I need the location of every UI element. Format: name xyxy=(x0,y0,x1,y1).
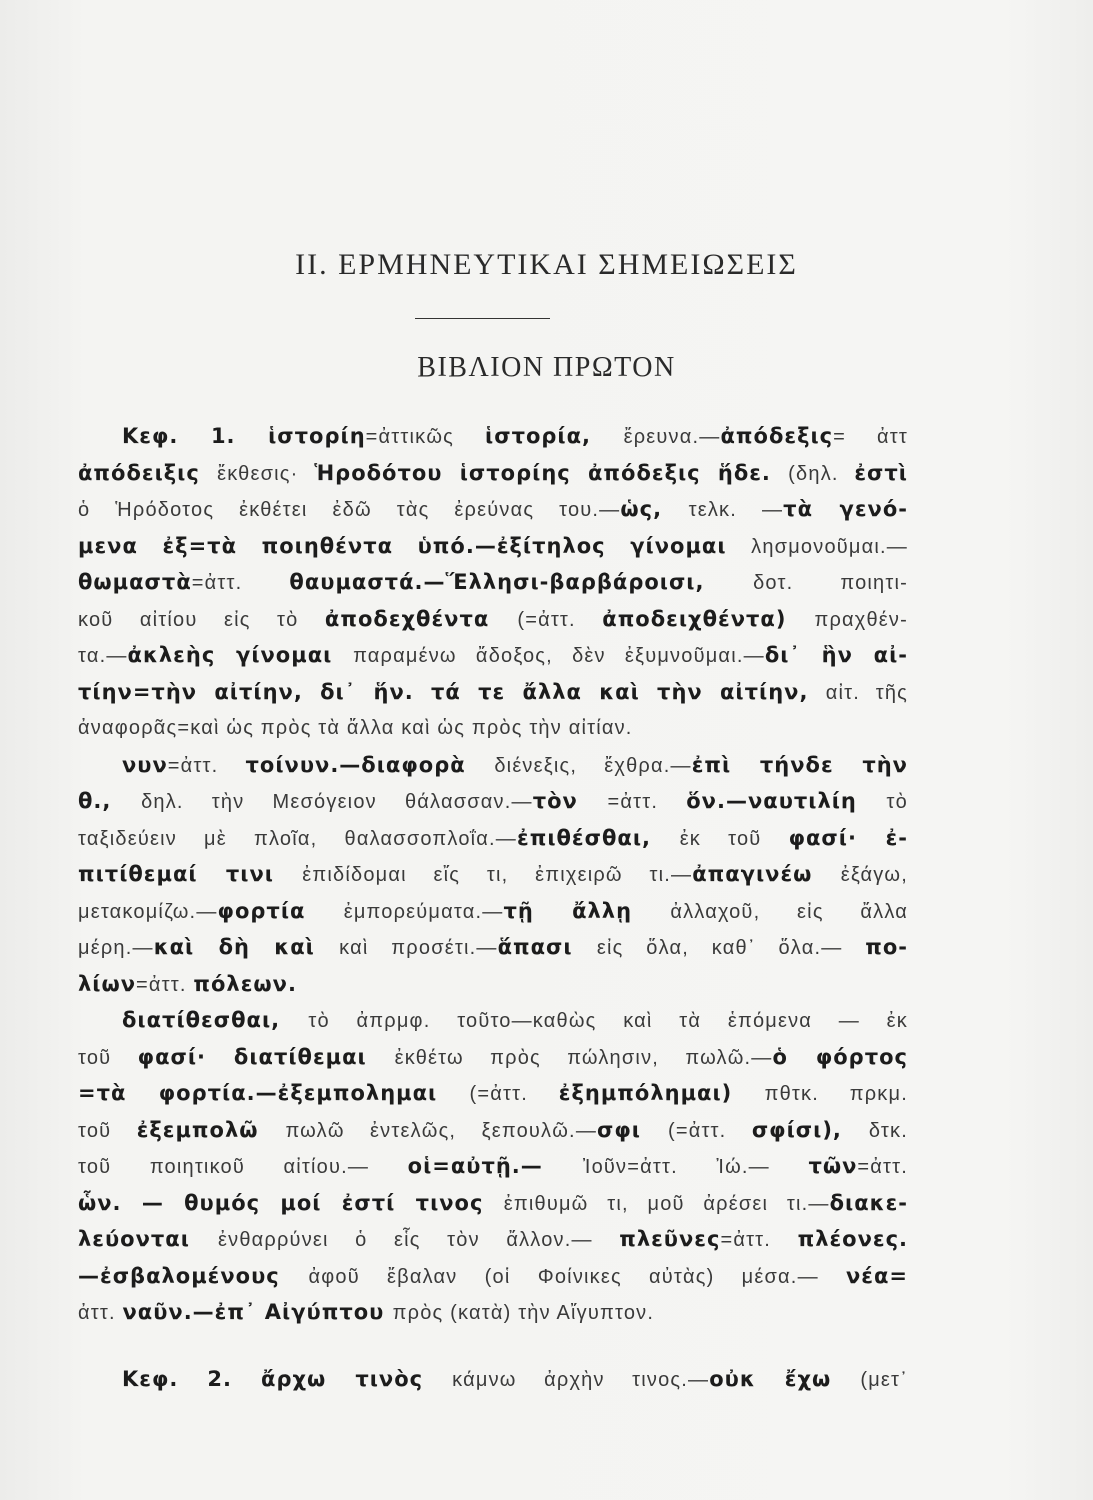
gloss-text: =ἀττικῶς xyxy=(365,426,486,448)
lemma-term: λεύονται xyxy=(78,1227,218,1251)
gloss-text: διένεξις, ἔχθρα.— xyxy=(494,754,692,777)
gloss-text: =ἀττ. xyxy=(136,973,194,996)
section-title: II. ΕΡΜΗΝΕΥΤΙΚΑΙ ΣΗΜΕΙΩΣΕΙΣ xyxy=(295,248,798,281)
lemma-term: ἀπαγινέω xyxy=(692,862,841,886)
gloss-text: ὁ Ἡρόδοτος ἐκθέτει ἐδῶ τὰς ἐρεύνας του.— xyxy=(78,499,621,521)
gloss-text: ἐνθαρρύνει ὁ εἷς τὸν ἄλλον.— xyxy=(218,1229,620,1251)
gloss-text: τὸ xyxy=(886,791,908,813)
lemma-term: λίων xyxy=(78,971,137,996)
gloss-text: δτκ. xyxy=(868,1119,908,1142)
gloss-text: δηλ. τὴν Μεσόγειον θάλασσαν.— xyxy=(141,791,533,813)
lemma-term: ὡς, xyxy=(620,497,689,521)
lemma-term: ὧν. — θυμός μοί ἐστί τινος xyxy=(78,1190,504,1215)
lemma-term: ἀκλεὴς γίνομαι xyxy=(127,643,354,667)
gloss-text: (=ἀττ. xyxy=(517,608,603,631)
text-line xyxy=(78,1075,908,1112)
gloss-text: =ἀττ. xyxy=(607,791,687,813)
gloss-text: καὶ προσέτι.— xyxy=(339,937,498,959)
text-line xyxy=(78,1221,908,1258)
text-line xyxy=(78,1185,908,1222)
lemma-term: οὐκ ἔχω xyxy=(709,1366,861,1391)
gloss-text: πρὸς (κατὰ) τὴν Αἴγυπτον. xyxy=(392,1302,655,1324)
lemma-term: ἅπασι xyxy=(497,935,597,959)
gloss-text: =ἀττ. xyxy=(857,1156,909,1178)
gloss-text: (=ἀττ. xyxy=(667,1119,752,1142)
lemma-term: τὰ γενό- xyxy=(783,497,908,521)
text-line xyxy=(78,966,908,1003)
lemma-term: πόλεων. xyxy=(193,971,297,996)
lemma-term: ἐξεμπολῶ xyxy=(136,1117,286,1142)
lemma-term: φασί· διατίθεμαι xyxy=(137,1044,395,1069)
lemma-term: διακε- xyxy=(829,1190,908,1215)
text-line xyxy=(78,491,908,528)
gloss-text: τοῦ ποιητικοῦ αἰτίου.— xyxy=(78,1156,408,1178)
lemma-term: τὸν xyxy=(532,789,608,813)
lemma-term: ναῦν.—ἐπ᾽ Αἰγύπτου xyxy=(122,1300,393,1324)
gloss-text: τοῦ xyxy=(78,1046,138,1069)
text-line xyxy=(78,601,908,638)
lemma-term: Κεφ. 2. ἄρχω τινὸς xyxy=(122,1366,453,1391)
lemma-term: πο- xyxy=(865,935,908,959)
gloss-text: ἐπιθυμῶ τι, μοῦ ἀρέσει τι.— xyxy=(503,1192,830,1215)
lemma-term: θωμαστὰ xyxy=(78,570,192,594)
title-divider xyxy=(415,318,550,319)
gloss-text: ἔκθεσις· xyxy=(217,462,315,485)
lemma-term: ἐπιθέσθαι, xyxy=(517,825,680,850)
text-line xyxy=(78,1002,908,1039)
text-line xyxy=(78,783,908,820)
gloss-text: (δηλ. xyxy=(788,462,855,485)
lemma-term: θ., xyxy=(78,789,142,813)
lemma-term: ἀποδεχθέντα xyxy=(324,606,518,631)
gloss-text: =ἀττ. xyxy=(167,754,246,777)
text-line xyxy=(78,710,908,747)
lemma-term: νυν xyxy=(122,752,168,777)
gloss-text: = ἀττ xyxy=(833,426,908,448)
gloss-text: ἐκ τοῦ xyxy=(679,827,789,850)
text-line xyxy=(78,747,908,784)
lemma-term: νέα= xyxy=(845,1263,908,1288)
gloss-text: Ἰοῦν=ἀττ. Ἰώ.— xyxy=(582,1156,809,1178)
lemma-term: ἀποδειχθέντα) xyxy=(602,606,815,631)
lemma-term: ἐξημπόλημαι) xyxy=(558,1081,765,1105)
text-line xyxy=(78,1148,908,1185)
lemma-term: σφίσι), xyxy=(751,1117,869,1142)
gloss-text: λησμονοῦμαι.— xyxy=(751,535,908,558)
lemma-term: σφι xyxy=(597,1117,668,1142)
gloss-text: πθτκ. πρκμ. xyxy=(764,1083,908,1105)
gloss-text: μετακομίζω.— xyxy=(78,900,218,923)
text-line xyxy=(78,1039,908,1076)
gloss-text: ἀλλαχοῦ, εἰς ἄλλα xyxy=(670,900,908,923)
lemma-term: ἀπόδεξις xyxy=(720,424,834,448)
gloss-text: ταξιδεύειν μὲ πλοῖα, θαλασσοπλοΐα.— xyxy=(78,827,518,850)
gloss-text: πραχθέν- xyxy=(814,608,908,631)
lemma-term: τῇ ἄλλῃ xyxy=(503,898,671,923)
gloss-text: ἀναφορᾶς=καὶ ὡς πρὸς τὰ ἄλλα καὶ ὡς πρὸς τὴν αἰτίαν. xyxy=(78,717,633,739)
gloss-text: ἔρευνα.— xyxy=(623,426,721,448)
lemma-term: μενα ἐξ=τὰ ποιηθέντα ὑπό.—ἐξίτηλος γίνομαι xyxy=(78,533,752,558)
lemma-term: τοίνυν.—διαφορὰ xyxy=(245,752,495,777)
book-subtitle: ΒΙΒΛΙΟΝ ΠΡΩΤΟΝ xyxy=(417,352,676,383)
gloss-text: ἐκθέτω πρὸς πώλησιν, πωλῶ.— xyxy=(394,1046,773,1069)
gloss-text: (μετ᾽ xyxy=(860,1368,908,1391)
lemma-term: =τὰ φορτία.—ἐξεμπολημαι xyxy=(78,1081,470,1105)
gloss-text: πωλῶ ἐντελῶς, ξεπουλῶ.— xyxy=(285,1119,598,1142)
gloss-text: μέρη.— xyxy=(78,937,154,959)
lemma-term: καὶ δὴ καὶ xyxy=(153,935,340,959)
text-line xyxy=(78,637,908,674)
lemma-term: πλεῦνες xyxy=(619,1227,721,1251)
commentary-text xyxy=(78,418,908,1397)
lemma-term: —ἐσβαλομένους xyxy=(78,1263,309,1288)
text-line xyxy=(78,564,908,601)
gloss-text: ἀττ. xyxy=(78,1302,123,1324)
gloss-text: τοῦ xyxy=(78,1119,137,1142)
text-line xyxy=(78,820,908,857)
lemma-term: ὅν.—ναυτιλίη xyxy=(686,789,887,813)
lemma-term: φορτία xyxy=(217,898,344,923)
lemma-term: φασί· ἐ- xyxy=(788,825,909,850)
gloss-text: ἐμπορεύματα.— xyxy=(343,900,504,923)
gloss-text: =ἀττ. xyxy=(191,572,290,594)
lemma-term: πλέονες. xyxy=(797,1227,909,1251)
lemma-term: ἐπὶ τήνδε τὴν xyxy=(691,752,908,777)
lemma-term: διατίθεσθαι, xyxy=(122,1008,309,1032)
gloss-text: εἰς ὅλα, καθ᾽ ὅλα.— xyxy=(596,937,866,959)
lemma-term: ἱστορία, xyxy=(485,424,624,448)
text-line xyxy=(78,455,908,492)
gloss-text: κοῦ αἰτίου εἰς τὸ xyxy=(78,608,325,631)
gloss-text: αἰτ. τῆς xyxy=(825,681,908,704)
lemma-term: ἐστὶ xyxy=(854,460,908,485)
gloss-text: ἐξάγω, xyxy=(840,864,908,886)
lemma-term: οἱ=αὐτῇ.— xyxy=(407,1154,583,1178)
gloss-text: ἀφοῦ ἔβαλαν (οἱ Φοίνικες αὐτὰς) μέσα.— xyxy=(308,1265,846,1288)
text-line xyxy=(78,1294,908,1331)
text-line xyxy=(78,418,908,455)
lemma-term: τίην=τὴν αἰτίην, δι᾽ ἥν. τά τε ἄλλα καὶ τὴν αἰτίην, xyxy=(78,679,826,704)
lemma-term: πιτίθεμαί τινι xyxy=(78,862,303,886)
lemma-term: θαυμαστά.—Ἕλλησι-βαρβάροισι, xyxy=(289,570,754,594)
text-line xyxy=(78,856,908,893)
gloss-text: τελκ. — xyxy=(688,499,784,521)
gloss-text: τὸ ἀπρμφ. τοῦτο—καθὼς καὶ τὰ ἑπόμενα — ἐκ xyxy=(308,1010,908,1032)
text-line xyxy=(78,674,908,711)
gloss-text: τα.— xyxy=(78,645,128,667)
lemma-term: Κεφ. 1. ἱστορίη xyxy=(122,424,366,448)
text-line xyxy=(78,1258,908,1295)
lemma-term: ἀπόδειξις xyxy=(78,460,218,485)
gloss-text: ἐπιδίδομαι εἴς τι, ἐπιχειρῶ τι.— xyxy=(302,864,693,886)
gloss-text: παραμένω ἄδοξος, δὲν ἐξυμνοῦμαι.— xyxy=(353,645,765,667)
gloss-text: (=ἀττ. xyxy=(469,1083,559,1105)
text-line xyxy=(78,893,908,930)
gloss-text: κάμνω ἀρχὴν τινος.— xyxy=(452,1368,710,1391)
gloss-text: δοτ. ποιητι- xyxy=(753,572,908,594)
lemma-term: ὁ φόρτος xyxy=(772,1044,908,1069)
text-line xyxy=(78,929,908,966)
text-line xyxy=(78,1361,908,1398)
lemma-term: τῶν xyxy=(808,1154,858,1178)
text-line xyxy=(78,1112,908,1149)
text-line xyxy=(78,528,908,565)
lemma-term: δι᾽ ἣν αἰ- xyxy=(764,643,908,667)
lemma-term: Ἡροδότου ἱστορίης ἀπόδεξις ἥδε. xyxy=(314,460,789,485)
gloss-text: =ἀττ. xyxy=(720,1229,798,1251)
